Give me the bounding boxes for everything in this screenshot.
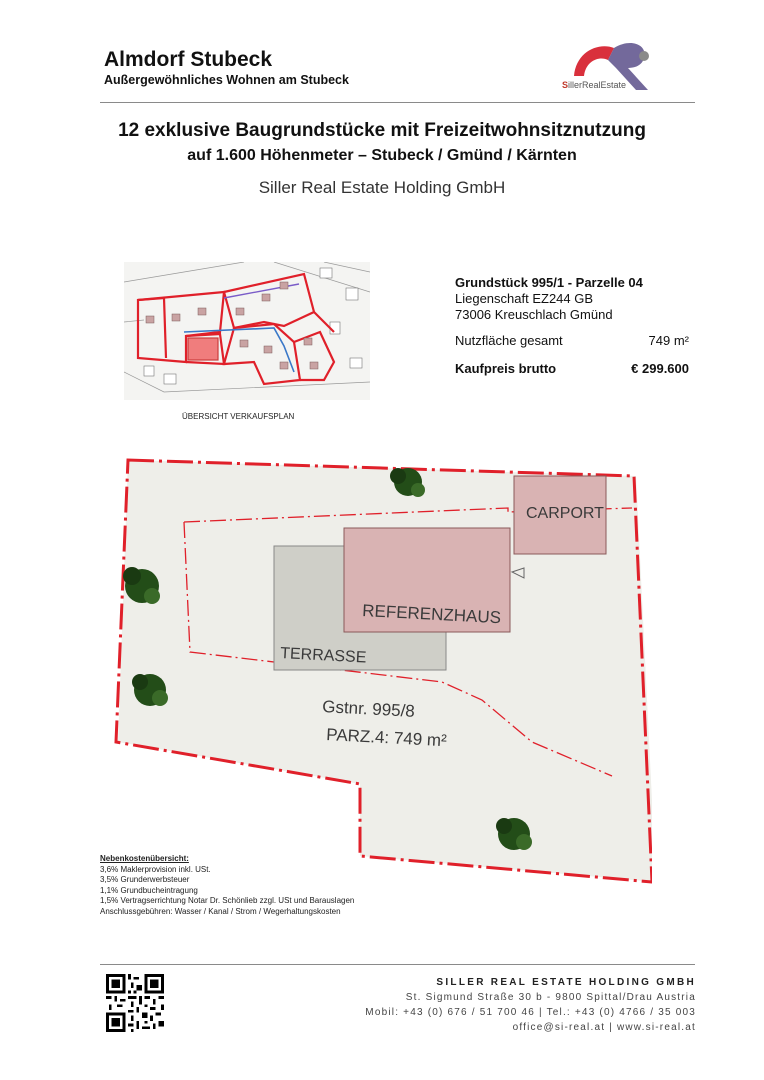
footer-web[interactable]: office@si-real.at | www.si-real.at <box>512 1022 696 1033</box>
cost-item: 3,5% Grunderwerbsteuer <box>100 875 190 884</box>
overview-caption: ÜBERSICHT VERKAUFSPLAN <box>182 412 295 421</box>
plot-plan <box>112 452 652 892</box>
price-row <box>455 361 689 377</box>
house-label: REFERENZHAUS <box>361 601 502 628</box>
cost-item: 3,6% Maklerprovision inkl. USt. <box>100 864 211 874</box>
property-registry: Liegenschaft EZ244 GB <box>455 291 594 306</box>
price-value: € 299.600 <box>631 361 689 376</box>
terrace-label: TERRASSE <box>279 645 367 667</box>
property-title: Grundstück 995/1 - Parzelle 04 <box>455 275 643 290</box>
costs-heading: Nebenkostenübersicht: <box>100 854 189 863</box>
footer-phones: Mobil: +43 (0) 676 / 51 700 46 | Tel.: +43 (0) 4766 / 35 003 <box>365 1007 696 1018</box>
company-name: Siller Real Estate Holding GmbH <box>258 178 506 197</box>
additional-costs <box>100 854 354 917</box>
headline: 12 exklusive Baugrundstücke mit Freizeitwohnsitznutzung <box>118 120 646 141</box>
headline-sub: auf 1.600 Höhenmeter – Stubeck / Gmünd / Kärnten <box>187 147 577 164</box>
property-location: 73006 Kreuschlach Gmünd <box>455 307 613 322</box>
page-subtitle: Außergewöhnliches Wohnen am Stubeck <box>104 73 349 87</box>
parcel-area: PARZ.4: 749 m² <box>325 725 448 751</box>
area-value: 749 m² <box>648 333 689 348</box>
cost-item: Anschlussgebühren: Wasser / Kanal / Strom / Wegerhaltungskosten <box>100 906 341 916</box>
footer-divider <box>100 964 695 965</box>
logo-wordmark: SillerRealEstate <box>562 80 627 90</box>
cost-item: 1,5% Vertragserrichtung Notar Dr. Schönlieb zzgl. USt und Barauslagen <box>100 896 355 905</box>
page-title: Almdorf Stubeck <box>104 48 273 71</box>
price-label: Kaufpreis brutto <box>455 361 557 376</box>
footer-address: St. Sigmund Straße 30 b - 9800 Spittal/Drau Austria <box>405 992 696 1003</box>
area-label: Nutzfläche gesamt <box>455 333 563 348</box>
carport-label: CARPORT <box>526 505 604 522</box>
property-info <box>455 275 689 377</box>
footer-contact <box>365 975 696 1035</box>
area-row <box>455 333 689 349</box>
cost-item: 1,1% Grundbucheintragung <box>100 885 198 895</box>
header-divider <box>100 102 695 103</box>
overview-site-plan <box>124 262 370 400</box>
footer-company: SILLER REAL ESTATE HOLDING GMBH <box>436 977 696 988</box>
parcel-number: Gstnr. 995/8 <box>321 697 416 721</box>
qr-code[interactable] <box>106 974 164 1032</box>
